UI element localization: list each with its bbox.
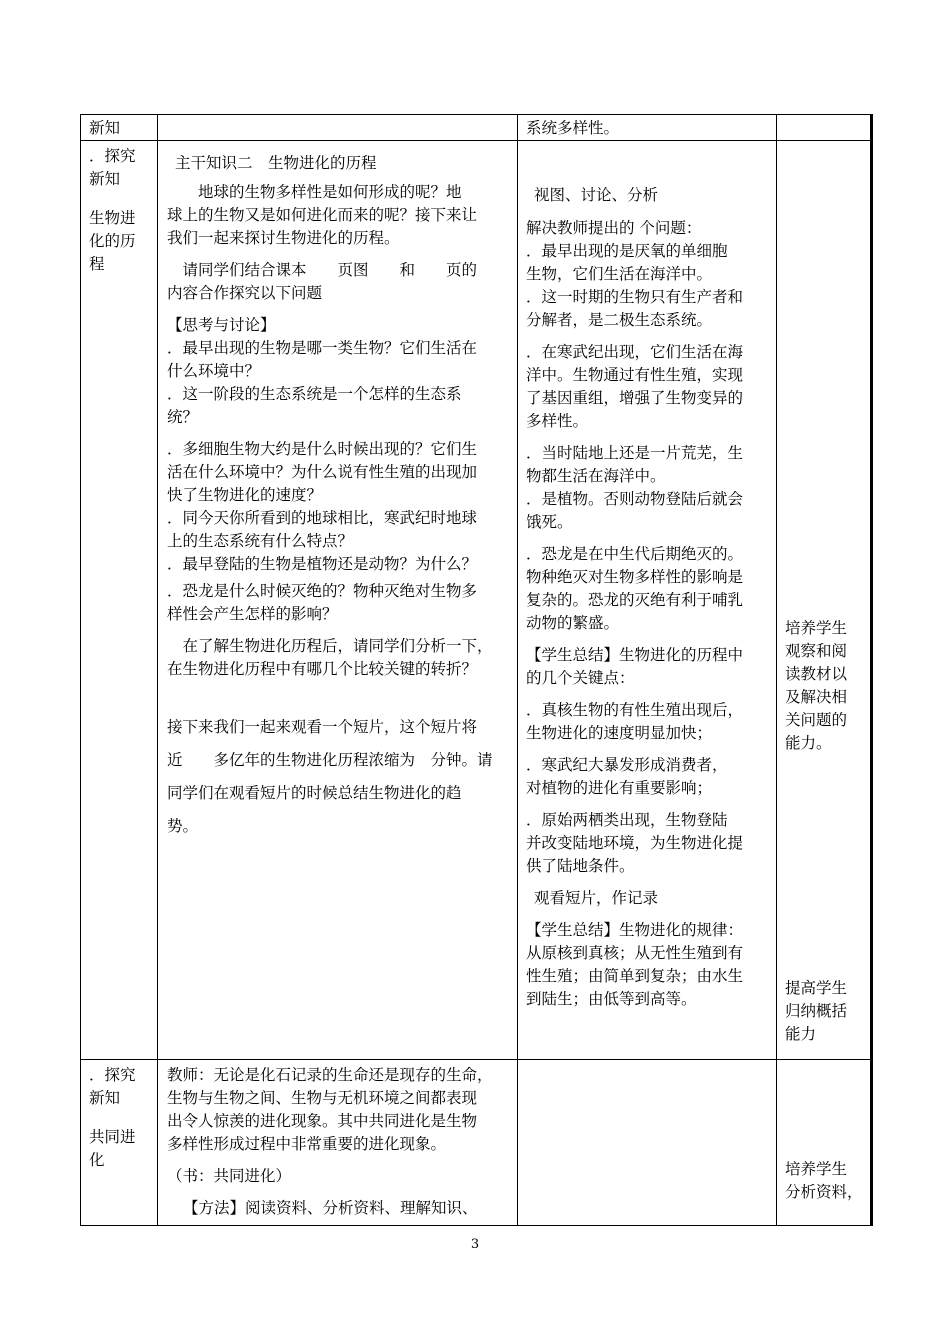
summary-1: 【学生总结】生物进化的历程中 (526, 646, 744, 664)
row2-stage-line: 化的历 (89, 232, 136, 250)
answer-5: 饿死。 (526, 513, 573, 531)
question-4: 上的生态系统有什么特点？ (167, 532, 354, 550)
video-line: 接下来我们一起来观看一个短片，这个短片将 (167, 718, 478, 736)
row2-teacher-cell (167, 152, 512, 843)
answer-4: 物都生活在海洋中。 (526, 467, 666, 485)
question-3: 活在什么环境中？为什么说有性生殖的出现加 (167, 463, 478, 481)
key-point-3: ．原始两栖类出现，生物登陆 (526, 811, 728, 829)
intro-line: 地球的生物多样性是如何形成的呢？地 (167, 183, 462, 201)
question-2: ．这一阶段的生态系统是一个怎样的生态系 (167, 385, 462, 403)
key-point-2: 对植物的进化有重要影响； (526, 779, 713, 797)
row3-stage-line (89, 1110, 136, 1126)
row2-stage-line: 程 (89, 255, 105, 273)
row1-student-text: 系统多样性。 (526, 119, 620, 137)
intro-line: 我们一起来探讨生物进化的历程。 (167, 229, 400, 247)
row2-stage-line (89, 191, 136, 207)
answer-3: 洋中。生物通过有性生殖，实现 (526, 366, 744, 384)
goal-line: 能力 (785, 1025, 817, 1043)
col-border-2 (517, 114, 518, 1226)
instruction-line: 请同学们结合课本 页图 和 页的 (167, 261, 478, 279)
teacher-line: 出令人惊羡的进化现象。其中共同进化是生物 (167, 1112, 478, 1130)
table-top-border (80, 114, 872, 115)
question-1: ．最早出现的生物是哪一类生物？它们生活在 (167, 339, 478, 357)
col-border-3 (776, 114, 777, 1226)
row3-stage-line: 新知 (89, 1089, 121, 1107)
row2-stage-cell (89, 145, 136, 276)
video-line: 势。 (167, 817, 199, 835)
solve-label: 解决教师提出的 个问题： (526, 219, 702, 237)
summary-2: 【学生总结】生物进化的规律： (526, 921, 744, 939)
goal-line: 观察和阅 (785, 642, 848, 660)
transition-line: 在了解生物进化历程后，请同学们分析一下， (167, 637, 493, 655)
question-6: 样性会产生怎样的影响？ (167, 605, 338, 623)
activity-label: 视图、讨论、分析 (534, 186, 659, 204)
method-line: 【方法】阅读资料、分析资料、理解知识、 (183, 1199, 478, 1217)
teacher-line: 生物与生物之间、生物与无机环境之间都表现 (167, 1089, 478, 1107)
answer-4: ．当时陆地上还是一片荒芜，生 (526, 444, 744, 462)
page-number: 3 (470, 1237, 480, 1252)
row3-stage-line: 共同进 (89, 1128, 136, 1146)
summary-2: 性生殖；由简单到复杂；由水生 (526, 967, 744, 985)
goal-line: 能力。 (785, 734, 832, 752)
answer-3: 了基因重组，增强了生物变异的 (526, 389, 744, 407)
video-line: 同学们在观看短片的时候总结生物进化的趋 (167, 784, 462, 802)
answer-6: 物种绝灭对生物多样性的影响是 (526, 568, 744, 586)
row1-stage-cell (89, 117, 120, 140)
answer-3: ．在寒武纪出现，它们生活在海 (526, 343, 744, 361)
key-point-3: 并改变陆地环境，为生物进化提 (526, 834, 744, 852)
row3-stage-line: ．探究 (89, 1066, 136, 1084)
question-3: 快了生物进化的速度？ (167, 486, 323, 504)
goal-line: 读教材以 (785, 665, 848, 683)
section-heading: 主干知识二 生物进化的历程 (175, 154, 377, 172)
row3-teacher-cell (167, 1064, 512, 1220)
row3-goal-cell (785, 1158, 863, 1204)
instruction-line: 内容合作探究以下问题 (167, 284, 323, 302)
row3-stage-cell (89, 1064, 136, 1172)
goal-line: 关问题的 (785, 711, 848, 729)
goal-line: 归纳概括 (785, 1002, 848, 1020)
teacher-line: 多样性形成过程中非常重要的进化现象。 (167, 1135, 447, 1153)
question-5: ．最早登陆的生物是植物还是动物？为什么？ (167, 555, 478, 573)
answer-2: ．这一时期的生物只有生产者和 (526, 288, 744, 306)
row1-student-cell (526, 117, 619, 140)
key-point-3: 供了陆地条件。 (526, 857, 635, 875)
board-note: （书：共同进化） (167, 1167, 292, 1185)
row-divider-2 (80, 1059, 872, 1060)
key-point-1: ．真核生物的有性生殖出现后， (526, 701, 744, 719)
answer-6: 复杂的。恐龙的灭绝有利于哺乳 (526, 591, 744, 609)
discuss-title: 【思考与讨论】 (167, 316, 276, 334)
summary-2: 从原核到真核；从无性生殖到有 (526, 944, 744, 962)
answer-1: 生物，它们生活在海洋中。 (526, 265, 713, 283)
row2-goal-cell-2 (785, 977, 847, 1046)
goal-line: 及解决相 (785, 688, 848, 706)
answer-2: 分解者，是二极生态系统。 (526, 311, 713, 329)
row-divider-1 (80, 140, 872, 141)
col-border-left (80, 114, 81, 1226)
goal-line: 培养学生 (785, 1160, 848, 1178)
answer-1: ．最早出现的是厌氧的单细胞 (526, 242, 728, 260)
answer-3: 多样性。 (526, 412, 589, 430)
answer-6: ．恐龙是在中生代后期绝灭的。 (526, 545, 744, 563)
row1-stage-text: 新知 (89, 119, 121, 137)
answer-6: 动物的繁盛。 (526, 614, 620, 632)
col-border-right (870, 114, 873, 1226)
goal-line: 提高学生 (785, 979, 848, 997)
row3-stage-line: 化 (89, 1151, 105, 1169)
row2-stage-line: 生物进 (89, 209, 136, 227)
key-point-2: ．寒武纪大暴发形成消费者， (526, 756, 728, 774)
question-6: ．恐龙是什么时候灭绝的？物种灭绝对生物多 (167, 582, 478, 600)
row2-student-cell (526, 184, 772, 1011)
summary-2: 到陆生；由低等到高等。 (526, 990, 697, 1008)
row2-goal-cell-1 (785, 617, 847, 755)
table-bottom-border (80, 1225, 872, 1226)
answer-5: ．是植物。否则动物登陆后就会 (526, 490, 744, 508)
question-1: 什么环境中？ (167, 362, 261, 380)
row2-stage-line: ．探究 (89, 147, 136, 165)
summary-1: 的几个关键点： (526, 669, 635, 687)
watch-label: 观看短片，作记录 (534, 889, 659, 907)
question-4: ．同今天你所看到的地球相比，寒武纪时地球 (167, 509, 478, 527)
col-border-1 (157, 114, 158, 1226)
goal-line: 分析资料， (785, 1183, 863, 1201)
question-3: ．多细胞生物大约是什么时候出现的？它们生 (167, 440, 478, 458)
intro-line: 球上的生物又是如何进化而来的呢？接下来让 (167, 206, 478, 224)
goal-line: 培养学生 (785, 619, 848, 637)
video-line: 近 多亿年的生物进化历程浓缩为 分钟。请 (167, 751, 493, 769)
key-point-1: 生物进化的速度明显加快； (526, 724, 713, 742)
question-2: 统？ (167, 408, 199, 426)
transition-line: 在生物进化历程中有哪几个比较关键的转折？ (167, 660, 478, 678)
teacher-line: 教师：无论是化石记录的生命还是现存的生命， (167, 1066, 493, 1084)
row2-stage-line: 新知 (89, 170, 121, 188)
